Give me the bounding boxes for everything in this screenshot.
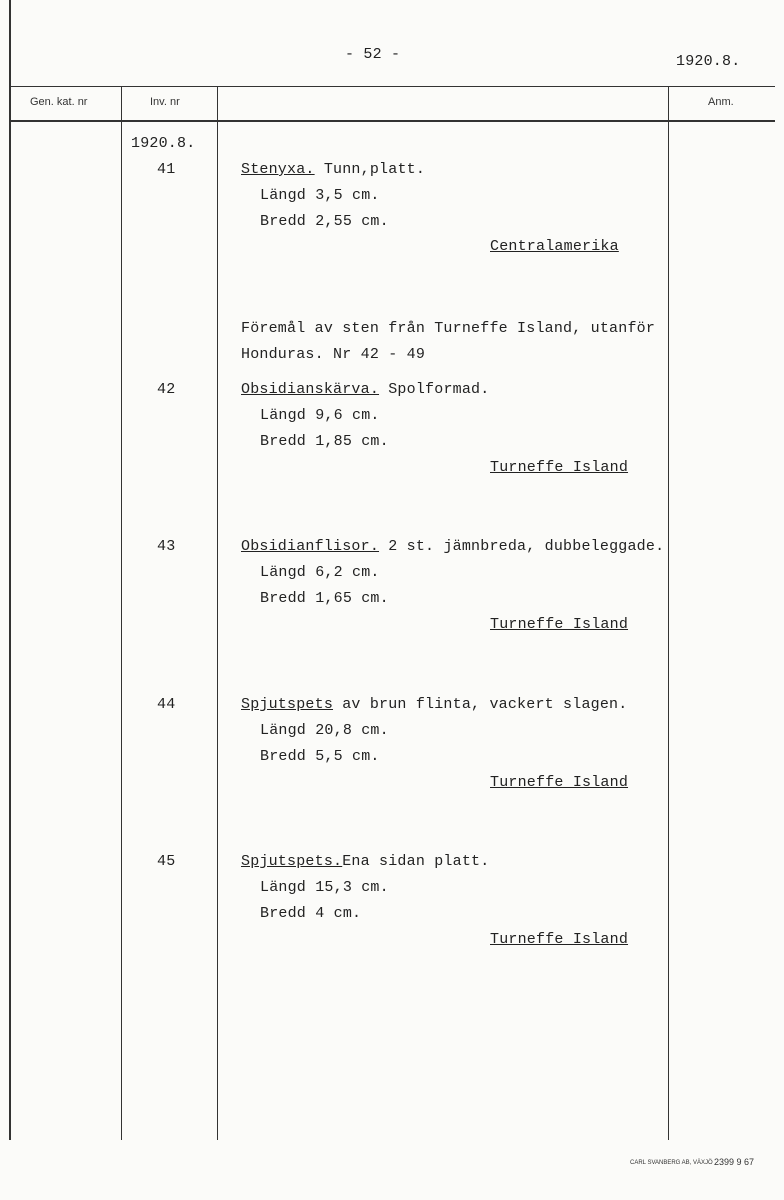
printer-imprint: CARL SVANBERG AB, VÄXJÖ xyxy=(630,1160,713,1166)
entry-location: Turneffe Island xyxy=(490,616,629,633)
entry-title: Obsidianflisor. xyxy=(241,538,380,555)
page-date: 1920.8. xyxy=(676,53,741,70)
entry-length: Längd 20,8 cm. xyxy=(260,722,389,739)
entry-desc: av brun flinta, vackert slagen. xyxy=(333,696,628,713)
left-margin-line xyxy=(9,0,11,1140)
entry-desc: Tunn,platt. xyxy=(314,161,426,178)
entry-line-43 xyxy=(241,538,664,555)
page-number: - 52 - xyxy=(345,46,401,63)
column-header-anm: Anm. xyxy=(708,96,734,108)
inv-date: 1920.8. xyxy=(131,135,196,152)
entry-length: Längd 3,5 cm. xyxy=(260,187,380,204)
inv-number-44: 44 xyxy=(157,696,176,713)
entry-width: Bredd 5,5 cm. xyxy=(260,748,380,765)
inv-number-41: 41 xyxy=(157,161,176,178)
entry-length: Längd 6,2 cm. xyxy=(260,564,380,581)
entry-desc: Ena sidan platt. xyxy=(342,853,490,870)
entry-line-45 xyxy=(241,853,489,870)
column-divider-anm xyxy=(668,86,669,1140)
entry-width: Bredd 2,55 cm. xyxy=(260,213,389,230)
entry-width: Bredd 4 cm. xyxy=(260,905,362,922)
column-divider-inv xyxy=(121,86,122,1140)
entry-title: Spjutspets. xyxy=(241,853,343,870)
column-header-inv: Inv. nr xyxy=(150,96,180,108)
entry-line-41 xyxy=(241,161,425,178)
inv-number-42: 42 xyxy=(157,381,176,398)
inv-number-43: 43 xyxy=(157,538,176,555)
header-bottom-rule xyxy=(9,120,775,122)
entry-location: Turneffe Island xyxy=(490,459,629,476)
entry-desc: 2 st. jämnbreda, dubbeleggade. xyxy=(379,538,665,555)
inv-number-45: 45 xyxy=(157,853,176,870)
header-top-rule xyxy=(9,86,775,87)
entry-location: Turneffe Island xyxy=(490,774,629,791)
entry-width: Bredd 1,65 cm. xyxy=(260,590,389,607)
entry-line-44 xyxy=(241,696,627,713)
entry-title: Obsidianskärva. xyxy=(241,381,380,398)
entry-title: Spjutspets xyxy=(241,696,334,713)
entry-title: Stenyxa. xyxy=(241,161,315,178)
entry-desc: Spolformad. xyxy=(379,381,490,398)
entry-width: Bredd 1,85 cm. xyxy=(260,433,389,450)
column-divider-text xyxy=(217,86,218,1140)
entry-length: Längd 9,6 cm. xyxy=(260,407,380,424)
column-header-gen-kat: Gen. kat. nr xyxy=(30,96,88,108)
entry-length: Längd 15,3 cm. xyxy=(260,879,389,896)
group-note-line1: Föremål av sten från Turneffe Island, utanför xyxy=(241,320,656,337)
group-note-line2: Honduras. Nr 42 - 49 xyxy=(241,346,426,363)
entry-location: Turneffe Island xyxy=(490,931,629,948)
entry-line-42 xyxy=(241,381,489,398)
entry-location: Centralamerika xyxy=(490,238,619,255)
form-code: 2399 9 67 xyxy=(714,1157,755,1167)
